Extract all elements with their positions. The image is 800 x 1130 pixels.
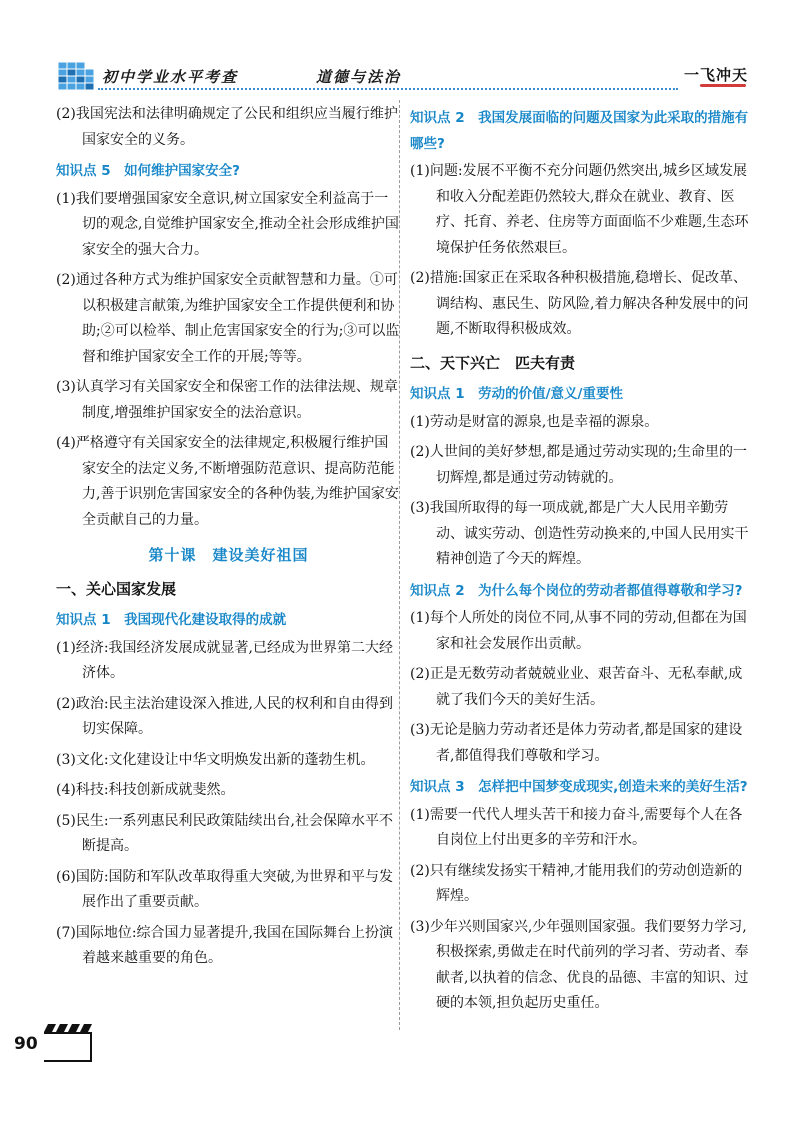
knowledge-point-heading: 知识点 1 我国现代化建设取得的成就	[56, 612, 287, 628]
list-item: (1)需要一代代人埋头苦干和接力奋斗,需要每个人在各自岗位上付出更多的辛劳和汗水。	[410, 806, 743, 848]
grid-logo-icon	[58, 62, 96, 92]
knowledge-point-heading: 知识点 2 我国发展面临的问题及国家为此采取的措施有哪些?	[410, 110, 749, 152]
list-item: (1)问题:发展不平衡不充分问题仍然突出,城乡区域发展和收入分配差距仍然较大,群众在就业、教育、医疗、托育、养老、住房等方面面临不少难题,生态环境保护任务依然艰巨。	[410, 163, 749, 256]
list-item: (3)认真学习有关国家安全和保密工作的法律法规、规章制度,增强维护国家安全的法治意识。	[56, 379, 398, 421]
left-column	[56, 100, 401, 977]
header-dotted-line	[98, 88, 678, 90]
list-item: (7)国际地位:综合国力显著提升,我国在国际舞台上扮演着越来越重要的角色。	[56, 924, 393, 966]
list-item: (4)科技:科技创新成就斐然。	[56, 782, 235, 798]
section-heading: 一、关心国家发展	[56, 579, 177, 598]
knowledge-point-heading: 知识点 5 如何维护国家安全?	[56, 163, 240, 179]
brand-accent-stroke	[700, 84, 746, 87]
section-heading: 二、天下兴亡 匹夫有责	[410, 353, 576, 372]
list-item: (1)经济:我国经济发展成就显著,已经成为世界第二大经济体。	[56, 639, 393, 681]
page-header	[58, 60, 748, 94]
list-item: (6)国防:国防和军队改革取得重大突破,为世界和平与发展作出了重要贡献。	[56, 868, 393, 910]
page-number: 90	[14, 1034, 38, 1054]
list-item: (2)我国宪法和法律明确规定了公民和组织应当履行维护国家安全的义务。	[56, 106, 398, 148]
list-item: (2)措施:国家正在采取各种积极措施,稳增长、促改革、调结构、惠民生、防风险,着力解决各种发展中的问题,不断取得积极成效。	[410, 270, 749, 337]
list-item: (2)人世间的美好梦想,都是通过劳动实现的;生命里的一切辉煌,都是通过劳动铸就的。	[410, 444, 747, 486]
header-title: 初中学业水平考查	[102, 68, 239, 86]
knowledge-point-heading: 知识点 1 劳动的价值/意义/重要性	[410, 386, 623, 402]
list-item: (3)少年兴则国家兴,少年强则国家强。我们要努力学习,积极探索,勇做走在时代前列的学习者、劳动者、奉献者,以执着的信念、优良的品德、丰富的知识、过硬的本领,担负起历史重任。	[410, 918, 749, 1011]
list-item: (3)文化:文化建设让中华文明焕发出新的蓬勃生机。	[56, 751, 375, 768]
header-subject: 道德与法治	[316, 68, 402, 86]
knowledge-point-heading: 知识点 2 为什么每个岗位的劳动者都值得尊敬和学习?	[410, 582, 743, 599]
knowledge-point-heading: 知识点 3 怎样把中国梦变成现实,创造未来的美好生活?	[410, 779, 748, 795]
lesson-title: 第十课 建设美好祖国	[148, 546, 309, 564]
list-item: (3)我国所取得的每一项成就,都是广大人民用辛勤劳动、诚实劳动、创造性劳动换来的,中国人民用实干精神创造了今天的辉煌。	[410, 500, 749, 567]
list-item: (2)只有继续发扬实干精神,才能用我们的劳动创造新的辉煌。	[410, 862, 743, 904]
list-item: (5)民生:一系列惠民利民政策陆续出台,社会保障水平不断提高。	[56, 812, 393, 854]
list-item: (2)通过各种方式为维护国家安全贡献智慧和力量。①可以积极建言献策,为维护国家安全工作提供便利和协助;②可以检举、制止危害国家安全的行为;③可以监督和维护国家安全工作的开展;等等。	[56, 272, 400, 365]
list-item: (1)劳动是财富的源泉,也是幸福的源泉。	[410, 413, 659, 430]
list-item: (2)政治:民主法治建设深入推进,人民的权利和自由得到切实保障。	[56, 695, 393, 737]
list-item: (3)无论是脑力劳动者还是体力劳动者,都是国家的建设者,都值得我们尊敬和学习。	[410, 722, 743, 764]
right-column	[410, 100, 755, 1022]
column-divider	[399, 100, 400, 1030]
list-item: (2)正是无数劳动者兢兢业业、艰苦奋斗、无私奉献,成就了我们今天的美好生活。	[410, 666, 743, 708]
list-item: (4)严格遵守有关国家安全的法律规定,积极履行维护国家安全的法定义务,不断增强防范意识、提高防范能力,善于识别危害国家安全的各种伪装,为维护国家安全贡献自己的力量。	[56, 435, 399, 528]
list-item: (1)每个人所处的岗位不同,从事不同的劳动,但都在为国家和社会发展作出贡献。	[410, 610, 747, 652]
page-number-badge-icon	[44, 1022, 94, 1066]
list-item: (1)我们要增强国家安全意识,树立国家安全利益高于一切的观念,自觉维护国家安全,推动全社会形成维护国家安全的强大合力。	[56, 190, 399, 258]
brand-logo: 一飞冲天	[683, 66, 748, 84]
